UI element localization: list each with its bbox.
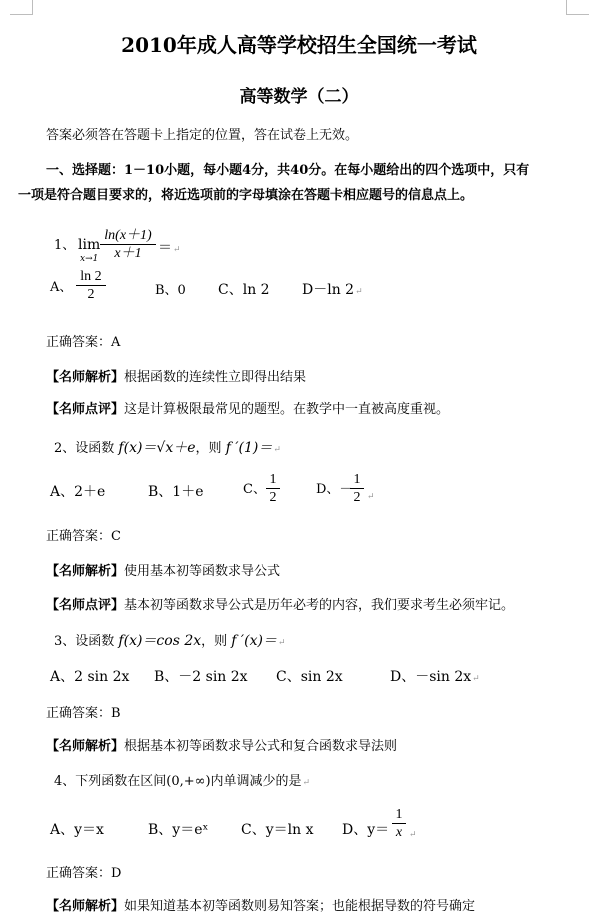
q1-option-c: C、ln 2 [218,282,270,298]
q2-option-c-numerator: 1 [269,472,277,487]
q1-option-d: D－ln 2↵ [302,282,363,298]
q3-analysis: 【名师解析】根据基本初等函数求导公式和复合函数求导法则 [46,739,398,754]
q1-option-a-fraction [76,268,106,303]
q2-analysis: 【名师解析】使用基本初等函数求导公式 [46,564,281,579]
q2-option-d-fraction [350,471,364,506]
q4-option-d-denominator: x [395,825,403,840]
q1-option-b: B、0 [155,283,186,298]
q3-answer: 正确答案：B [46,706,121,721]
q2-option-d-denominator: 2 [353,490,361,505]
return-mark-icon: ↵ [409,830,417,840]
comment-tag: 【名师点评】 [46,402,125,417]
q1-lim-subscript: x→1 [80,254,99,264]
q2-comment: 【名师点评】基本初等函数求导公式是历年必考的内容，我们要求考生必须牢记。 [46,598,515,613]
return-mark-icon: ↵ [273,445,281,455]
q2-option-c-label: C、 [243,482,266,497]
return-mark-icon: ↵ [302,778,311,788]
exam-title: 2010年成人高等学校招生全国统一考试 [121,33,477,57]
q1-lim: lim [78,237,101,253]
q2-option-a: A、2＋e [50,484,106,500]
return-mark-icon: ↵ [355,287,363,297]
analysis-tag: 【名师解析】 [46,899,125,914]
q2-option-c-fraction [266,471,280,506]
q4-return-mark [408,822,417,841]
notice-text: 答案必须答在答题卡上指定的位置，答在试卷上无效。 [46,128,359,143]
q3-derivative: f ′(x)＝ [231,633,277,649]
return-mark-icon: ↵ [367,492,375,502]
q1-analysis: 【名师解析】根据函数的连续性立即得出结果 [46,370,307,385]
q3-option-a: A、2 sin 2x [50,669,130,685]
q3-stem: 3、设函数 f(x)＝cos 2x，则 f ′(x)＝↵ [54,633,286,649]
analysis-tag: 【名师解析】 [46,739,125,754]
q2-answer: 正确答案：C [46,529,121,544]
q3-option-b: B、－2 sin 2x [154,669,248,685]
q1-option-a-numerator: ln 2 [80,269,102,284]
q1-answer: 正确答案：A [46,335,121,350]
q4-analysis: 【名师解析】如果知道基本初等函数则易知答案；也能根据导数的符号确定 [46,899,476,914]
q1-fraction [100,227,156,262]
q4-option-b: B、y＝eˣ [148,822,209,838]
q2-option-d-label: D、－ [316,482,353,497]
page-corner-mark-left [10,0,33,15]
return-mark-icon: ↵ [173,245,181,255]
q1-equals: ＝↵ [158,240,181,256]
q4-option-c: C、y＝ln x [241,822,314,838]
return-mark-icon: ↵ [277,638,286,648]
analysis-tag: 【名师解析】 [46,370,125,385]
q1-comment: 【名师点评】这是计算极限最常见的题型。在教学中一直被高度重视。 [46,402,450,417]
comment-tag: 【名师点评】 [46,598,125,613]
q4-stem: 4、下列函数在区间(0,+∞)内单调减少的是↵ [54,774,311,789]
q3-option-d: D、－sin 2x↵ [390,669,480,685]
q4-option-d-fraction [392,806,406,841]
q1-numerator: ln(x＋1) [104,228,152,243]
analysis-tag: 【名师解析】 [46,564,125,579]
exam-subtitle: 高等数学（二） [239,87,359,107]
q3-function: f(x)＝cos 2x [118,633,202,649]
section-heading-line2: 一项是符合题目要求的，将近选项前的字母填涂在答题卡相应题号的信息点上。 [18,188,474,203]
q3-option-c: C、sin 2x [276,669,343,685]
q2-option-b: B、1＋e [148,484,204,500]
q2-function: f(x)＝√x＋e [118,440,196,456]
q4-answer: 正确答案：D [46,866,122,881]
return-mark-icon: ↵ [472,674,480,684]
q2-option-c-denominator: 2 [269,490,277,505]
q4-option-d-numerator: 1 [395,807,403,822]
section-heading-line1: 一、选择题：1－10小题，每小题4分，共40分。在每小题给出的四个选项中，只有 [46,163,530,178]
q1-option-a-denominator: 2 [87,287,95,302]
q4-option-d-label: D、y＝ [342,822,390,838]
q1-number: 1、 [54,238,76,253]
q2-derivative: f ′(1)＝ [225,440,273,456]
page-corner-mark-right [566,0,589,15]
q4-option-a: A、y＝x [50,822,104,838]
q1-denominator: x＋1 [114,246,142,261]
q2-option-d-numerator: 1 [353,472,361,487]
q2-stem: 2、设函数 f(x)＝√x＋e，则 f ′(1)＝↵ [54,440,281,456]
q1-option-a-label: A、 [50,280,73,295]
q2-return-mark [366,484,375,503]
